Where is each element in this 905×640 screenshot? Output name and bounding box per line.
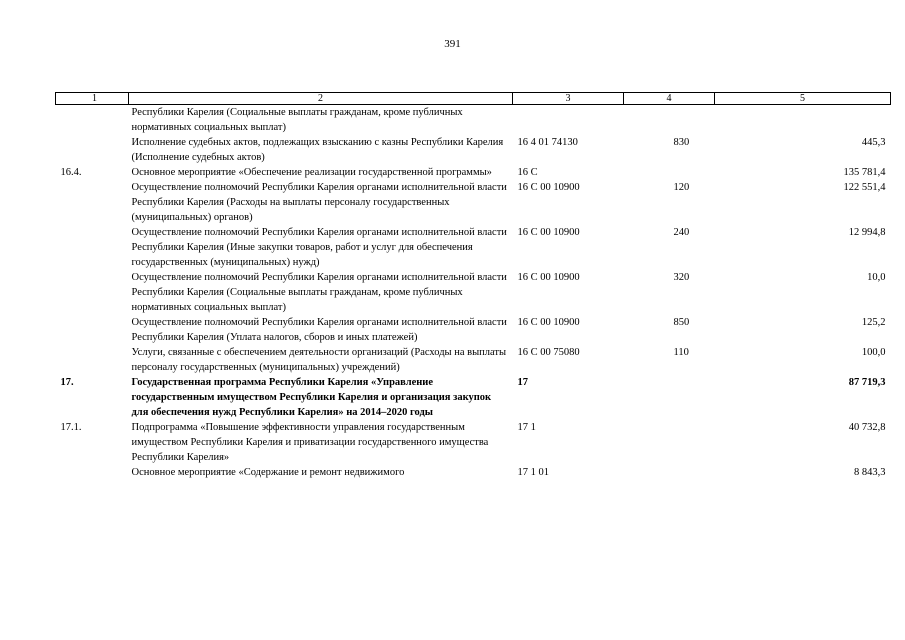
cell-sum: 125,2 xyxy=(861,317,886,328)
cell-name: Осуществление полномочий Республики Карелия органами исполнительной власти Республики Карелия (Социальные выплаты гражданам, кроме публичных нормативных социальных выплат) xyxy=(131,272,507,313)
cell-name: Государственная программа Республики Карелия «Управление государственным имуществом Республики Карелия и организация закупок для обеспечения нужд Республики Карелия» на 2014–2020 годы xyxy=(131,377,492,418)
cell-code: 16 4 01 74130 xyxy=(517,137,578,148)
cell-code: 16 С 00 10900 xyxy=(517,317,580,328)
cell-code: 17 1 xyxy=(517,422,536,433)
table-row xyxy=(56,225,891,270)
cell-expense-type xyxy=(624,420,715,465)
table-row xyxy=(56,465,891,480)
column-header-3: 3 xyxy=(513,93,624,105)
cell-code: 16 С 00 10900 xyxy=(517,182,580,193)
cell-number xyxy=(56,315,129,345)
cell-number xyxy=(56,135,129,165)
cell-expense-type: 850 xyxy=(673,317,690,328)
cell-sum: 122 551,4 xyxy=(843,182,886,193)
cell-sum: 135 781,4 xyxy=(843,167,886,178)
cell-number: 17.1. xyxy=(60,422,82,433)
cell-sum: 445,3 xyxy=(861,137,886,148)
cell-code: 16 С xyxy=(517,167,538,178)
table-row xyxy=(56,345,891,375)
cell-number xyxy=(56,225,129,270)
cell-code xyxy=(513,105,624,136)
cell-name: Основное мероприятие «Содержание и ремонт недвижимого xyxy=(131,467,405,478)
cell-number: 16.4. xyxy=(60,167,82,178)
cell-expense-type: 240 xyxy=(673,227,690,238)
table-row xyxy=(56,135,891,165)
cell-sum: 87 719,3 xyxy=(848,377,886,388)
cell-code: 16 С 00 10900 xyxy=(517,272,580,283)
column-header-1: 1 xyxy=(56,93,129,105)
cell-sum: 40 732,8 xyxy=(848,422,886,433)
cell-name: Республики Карелия (Социальные выплаты гражданам, кроме публичных нормативных социальных выплат) xyxy=(131,107,463,133)
cell-number xyxy=(56,180,129,225)
cell-sum: 10,0 xyxy=(867,272,886,283)
cell-sum: 8 843,3 xyxy=(854,467,886,478)
cell-name: Осуществление полномочий Республики Карелия органами исполнительной власти Республики Карелия (Расходы на выплаты персоналу государственных (муниципальных) органов) xyxy=(131,182,507,223)
cell-number xyxy=(56,270,129,315)
cell-name: Подпрограмма «Повышение эффективности управления государственным имуществом Республики Карелия и приватизации государственного имущества Республики Карелия» xyxy=(131,422,489,463)
table-row xyxy=(56,315,891,345)
cell-code: 16 С 00 75080 xyxy=(517,347,580,358)
cell-name: Осуществление полномочий Республики Карелия органами исполнительной власти Республики Карелия (Уплата налогов, сборов и иных платежей) xyxy=(131,317,507,343)
cell-expense-type: 830 xyxy=(673,137,690,148)
table-row xyxy=(56,165,891,180)
cell-number xyxy=(56,345,129,375)
cell-number xyxy=(56,105,129,136)
table-row xyxy=(56,375,891,420)
column-header-5: 5 xyxy=(715,93,891,105)
cell-expense-type xyxy=(624,165,715,180)
table-row xyxy=(56,420,891,465)
cell-name: Основное мероприятие «Обеспечение реализации государственной программы» xyxy=(131,167,492,178)
cell-number: 17. xyxy=(60,377,74,388)
cell-expense-type: 320 xyxy=(673,272,690,283)
cell-sum: 12 994,8 xyxy=(848,227,886,238)
cell-expense-type xyxy=(624,105,715,136)
column-header-4: 4 xyxy=(624,93,715,105)
column-header-2: 2 xyxy=(129,93,513,105)
cell-expense-type xyxy=(624,465,715,480)
budget-table xyxy=(55,92,891,480)
cell-name: Осуществление полномочий Республики Карелия органами исполнительной власти Республики Карелия (Иные закупки товаров, работ и услуг для обеспечения государственных (муниципальных) нужд) xyxy=(131,227,507,268)
cell-name: Услуги, связанные с обеспечением деятельности организаций (Расходы на выплаты персоналу государственных (муниципальных) учреждений) xyxy=(131,347,507,373)
cell-code: 17 xyxy=(517,377,528,388)
table-row xyxy=(56,270,891,315)
cell-name: Исполнение судебных актов, подлежащих взысканию с казны Республики Карелия (Исполнение судебных актов) xyxy=(131,137,504,163)
table-header-row xyxy=(56,93,891,105)
cell-code: 16 С 00 10900 xyxy=(517,227,580,238)
table-row xyxy=(56,180,891,225)
cell-sum: 100,0 xyxy=(861,347,886,358)
cell-sum xyxy=(715,105,891,136)
cell-expense-type: 120 xyxy=(673,182,690,193)
table-body xyxy=(56,105,891,481)
cell-code: 17 1 01 xyxy=(517,467,549,478)
cell-number xyxy=(56,465,129,480)
page-number: 391 xyxy=(444,38,461,50)
cell-expense-type: 110 xyxy=(673,347,689,358)
table-row xyxy=(56,105,891,136)
cell-expense-type xyxy=(624,375,715,420)
